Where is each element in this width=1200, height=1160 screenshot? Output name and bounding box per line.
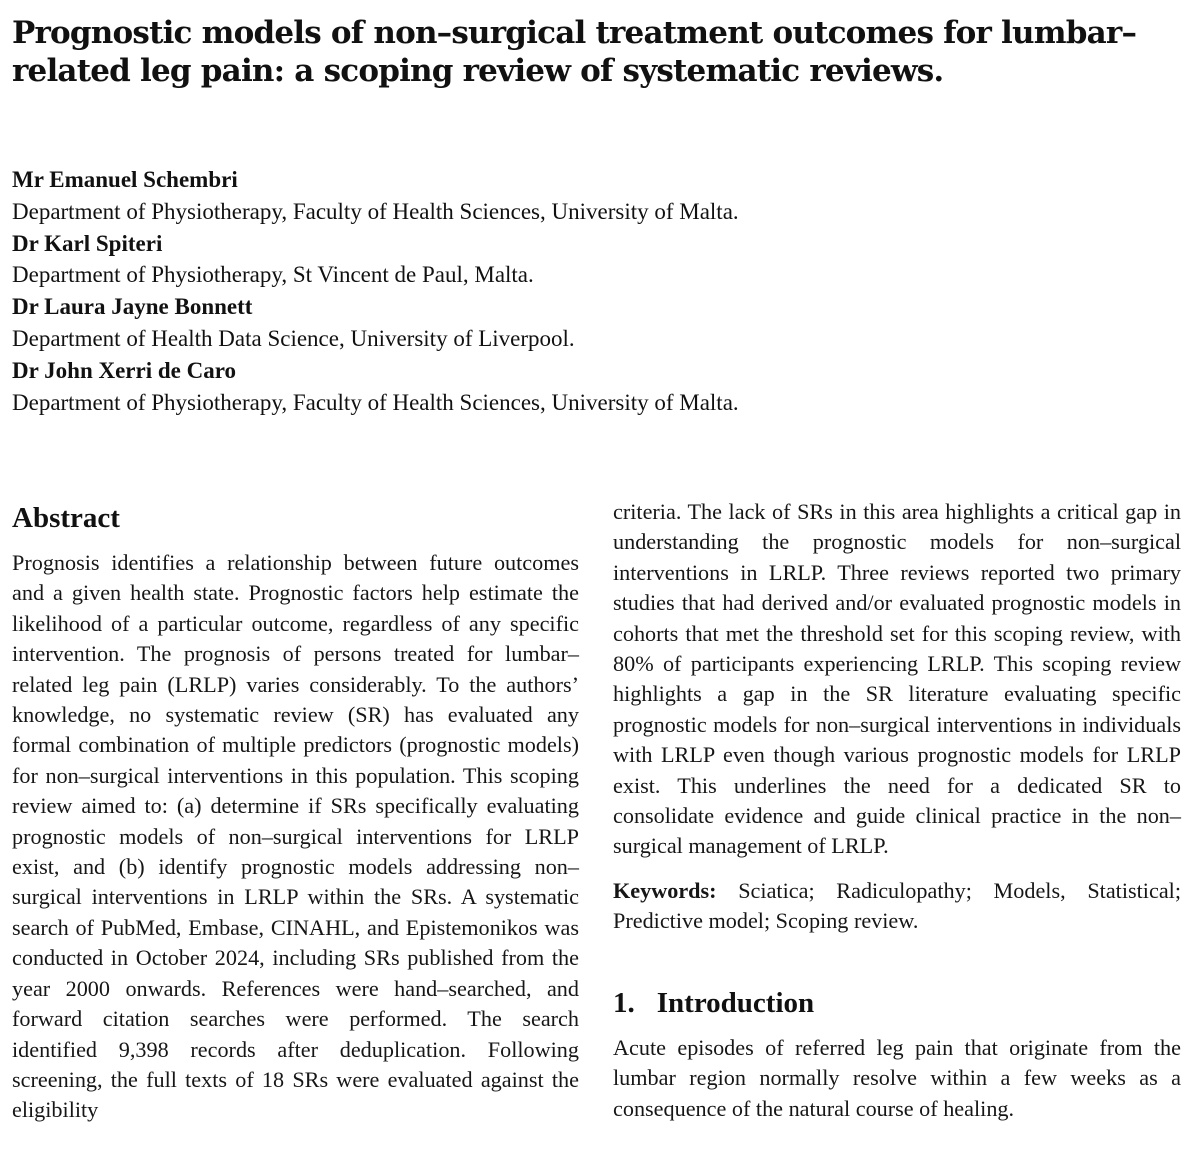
author-name: Mr Emanuel Schembri xyxy=(12,167,238,192)
abstract-text-left: Prognosis identifies a relationship between future outcomes and a given health state. Prognostic factors help estimate the likelihood of a particular outcome, regardless of any specific intervention. The prognosis of persons treated for lumbar–related leg pain (LRLP) varies considerably. To the authors’ knowledge, no systematic review (SR) has evaluated any formal combination of multiple predictors (prognostic models) for non–surgical interventions in this population. This scoping review aimed to: (a) determine if SRs specifically evaluating prognostic models of non–surgical interventions for LRLP exist, and (b) identify prognostic models addressing non–surgical interventions in LRLP within the SRs. A systematic search of PubMed, Embase, CINAHL, and Epistemonikos was conducted in October 2024, including SRs published from the year 2000 onwards. References were hand–searched, and forward citation searches were performed. The search identified 9,398 records after deduplication. Following screening, the full texts of 18 SRs were evaluated against the eligibility xyxy=(12,550,579,1123)
author-name: Dr Laura Jayne Bonnett xyxy=(12,294,253,320)
keywords xyxy=(613,876,1181,937)
abstract-text-right: criteria. The lack of SRs in this area highlights a critical gap in understanding the prognostic models for non–surgical interventions in LRLP. Three reviews reported two primary studies that had derived and/or evaluated prognostic models in cohorts that met the threshold set for this scoping review, with 80% of participants experiencing LRLP. This scoping review highlights a gap in the SR literature evaluating specific prognostic models for non–surgical interventions in individuals with LRLP even though various prognostic models for LRLP exist. This underlines the need for a dedicated SR to consolidate evidence and guide clinical practice in the non–surgical management of LRLP. xyxy=(613,499,1181,859)
author-name: Dr Karl Spiteri xyxy=(12,230,163,256)
author-affiliation: Department of Health Data Science, University of Liverpool. xyxy=(12,325,575,351)
author-affiliation: Department of Physiotherapy, Faculty of Health Sciences, University of Malta. xyxy=(12,389,739,415)
right-column xyxy=(613,497,1181,1124)
author-affiliation: Department of Physiotherapy, Faculty of Health Sciences, University of Malta. xyxy=(12,198,739,224)
author-affiliation: Department of Physiotherapy, St Vincent de Paul, Malta. xyxy=(12,262,534,288)
author-name: Dr John Xerri de Caro xyxy=(12,357,237,383)
introduction-heading xyxy=(613,985,1181,1021)
keywords-label: Keywords: xyxy=(613,877,717,903)
section-title: Introduction xyxy=(656,986,815,1019)
keywords-text: Sciatica; Radiculopathy; Models, Statistical; Predictive model; Scoping review. xyxy=(613,877,1181,934)
left-column xyxy=(12,500,579,1126)
abstract-heading: Abstract xyxy=(12,502,120,534)
section-number: 1. xyxy=(613,986,635,1019)
author-list xyxy=(12,164,1182,418)
paper-title: Prognostic models of non–surgical treatment outcomes for lumbar–related leg pain: a scoping review of systematic reviews. xyxy=(12,15,1137,89)
introduction-text: Acute episodes of referred leg pain that originate from the lumbar region normally resolve within a few weeks as a consequence of the natural course of healing. xyxy=(613,1034,1181,1121)
